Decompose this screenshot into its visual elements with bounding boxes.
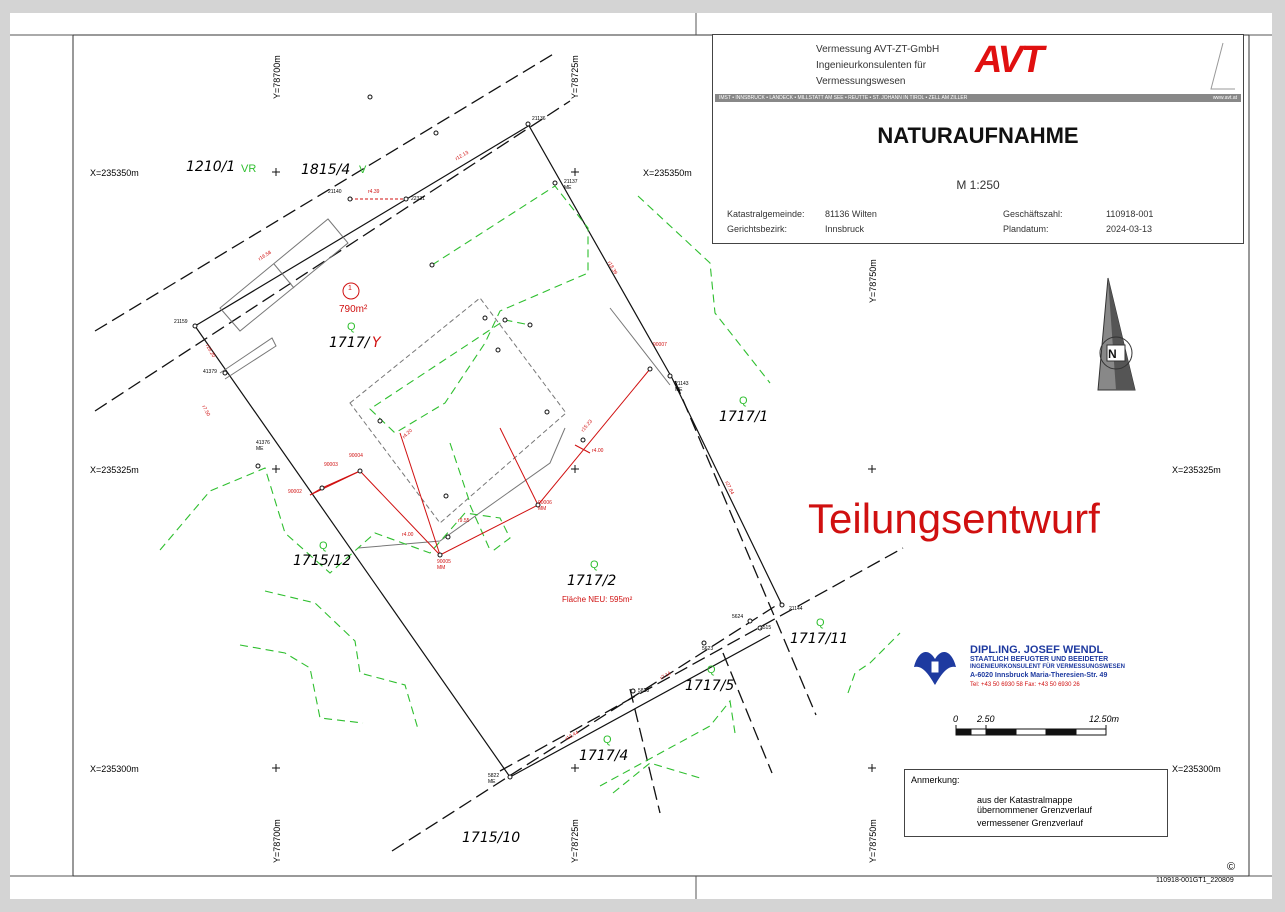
point-label: 21143: [675, 381, 689, 387]
parcel-q-1717-5: Q: [707, 664, 716, 676]
measure-label: r7.14: [659, 670, 673, 682]
point-label: 21136: [532, 116, 546, 122]
pd-value: 2024-03-13: [1106, 224, 1153, 234]
parcel-q-1717-11: Q: [816, 617, 825, 629]
legend-dashed-2: übernommener Grenzverlauf: [977, 805, 1093, 815]
gz-label: Geschäftszahl:: [1003, 209, 1063, 219]
parcel-1210-1: 1210/1: [186, 159, 236, 175]
coord-x-top-left: X=235350m: [90, 168, 139, 178]
point-label: MM: [538, 506, 547, 512]
coord-x-mid-left: X=235325m: [90, 465, 139, 475]
parcel-q-1717-2: Q: [590, 559, 599, 571]
point-label: 90002: [288, 489, 302, 495]
point-label: 41376: [256, 440, 270, 446]
measure-label: r15.23: [580, 418, 594, 434]
coord-y-right-bottom: Y=78750m: [868, 819, 878, 863]
bar-scale-end: 12.50m: [1089, 714, 1120, 724]
triangle-icon: [1209, 41, 1237, 93]
point-label: 90003: [324, 462, 338, 468]
coord-y-mid-top: Y=78725m: [570, 55, 580, 99]
parcel-1717-1: 1717/1: [719, 409, 769, 425]
bar-scale-mid: 2.50: [977, 714, 995, 724]
kg-value: 81136 Wilten: [825, 209, 877, 219]
branch-list: IMST • INNSBRUCK • LANDECK • MILLSTATT AM SEE • REUTTE • ST. JOHANN IN TIROL • ZELL AM ZILLER: [719, 95, 968, 101]
wendl-line-5: Tel: +43 50 6930 58 Fax: +43 50 6930 26: [970, 682, 1080, 688]
legend-title: Anmerkung:: [911, 775, 960, 785]
parcel-1717-4: 1717/4: [579, 748, 629, 764]
point-label: 5822: [488, 773, 500, 779]
legend-dashed-1: aus der Katastralmappe: [977, 795, 1073, 805]
title-block: [712, 34, 1244, 244]
website: www.avt.at: [1212, 95, 1237, 101]
parcel-1715-12: 1715/12: [293, 553, 352, 569]
point-label: 21140: [328, 189, 342, 195]
measure-label: r12.44: [564, 729, 580, 743]
point-label: 5624: [732, 614, 744, 620]
north-label: N: [1108, 347, 1117, 361]
firm-line-1: Vermessung AVT-ZT-GmbH: [816, 44, 940, 55]
measure-label: r16.20: [203, 343, 217, 359]
wendl-name: DIPL.ING. JOSEF WENDL: [970, 644, 1104, 656]
firm-line-2: Ingenieurkonsulenten für: [816, 60, 927, 71]
avt-logo-text: AVT: [975, 39, 1043, 81]
wendl-line-3: INGENIEURKONSULENT FÜR VERMESSUNGSWESEN: [970, 664, 1126, 670]
pd-label: Plandatum:: [1003, 224, 1049, 234]
flaeche-neu: Fläche NEU: 595m²: [562, 595, 633, 604]
point-label: 22331: [411, 196, 425, 202]
point-label: 90005: [437, 559, 451, 565]
point-label: 5623: [702, 646, 714, 652]
area-value: 790m²: [339, 304, 368, 315]
parcel-q-1717-4: Q: [603, 734, 612, 746]
point-label: 21144: [789, 606, 803, 612]
coord-x-bottom-right: X=235300m: [1172, 764, 1221, 774]
bar-scale-zero: 0: [953, 714, 959, 724]
wendl-eagle-icon: [914, 652, 956, 685]
parcel-1815-4: 1815/4: [301, 162, 351, 178]
parcel-1717-11: 1717/11: [790, 631, 849, 647]
measure-label: r4.20: [401, 427, 414, 441]
measure-label: r4.39: [368, 189, 380, 195]
point-label: ME: [564, 185, 572, 191]
parcel-1717-y: 1717/: [329, 335, 370, 351]
coord-y-left-top: Y=78700m: [272, 55, 282, 99]
point-label: 5818: [638, 688, 650, 694]
parcel-1717-5: 1717/5: [685, 678, 735, 694]
measure-label: r16.58: [257, 249, 273, 263]
parcel-1715-10: 1715/10: [462, 830, 521, 846]
coord-x-mid-right: X=235325m: [1172, 465, 1221, 475]
point-label: MM: [437, 565, 446, 571]
gz-value: 110918-001: [1106, 209, 1154, 219]
measure-label: r18.39: [605, 260, 619, 276]
point-label: 90006: [538, 500, 552, 506]
firm-line-3: Vermessungswesen: [816, 76, 906, 87]
point-label: ME: [675, 387, 683, 393]
parcel-1210-1-code: VR: [241, 163, 257, 175]
parcel-1815-4-code: V: [359, 164, 367, 176]
measure-label: r12.13: [454, 149, 470, 163]
legend-box: [904, 769, 1168, 837]
measure-label: r4.00: [592, 448, 604, 454]
point-label: ME: [488, 779, 496, 785]
north-arrow-icon: [1098, 278, 1135, 390]
parcel-q-1715-12: Q: [319, 540, 328, 552]
coord-x-top-right: X=235350m: [643, 168, 692, 178]
parcel-1717-2: 1717/2: [567, 573, 617, 589]
measure-label: r27.84: [723, 480, 735, 496]
kg-label: Katastralgemeinde:: [727, 209, 805, 219]
wendl-line-2: STAATLICH BEFUGTER UND BEEIDETER: [970, 656, 1109, 663]
measure-label: r7.50: [200, 404, 212, 418]
area-id: 1: [348, 285, 352, 292]
wendl-line-4: A-6020 Innsbruck Maria-Theresien-Str. 49: [970, 672, 1108, 679]
point-label: 41379: [203, 369, 217, 375]
point-label: 3515: [760, 625, 772, 631]
document-title: NATURAUFNAHME: [877, 123, 1079, 148]
point-label: ME: [256, 446, 264, 452]
parcel-q-1717y: Q: [347, 321, 356, 333]
point-label: 21137: [564, 179, 578, 185]
coord-y-mid-bottom: Y=78725m: [570, 819, 580, 863]
point-label: 90004: [349, 453, 363, 459]
measure-label: r9.55: [458, 518, 470, 524]
coord-y-right-mid: Y=78750m: [868, 259, 878, 303]
document-id: 110918-001GT1_220809: [1156, 877, 1234, 884]
measure-label: r4.00: [402, 532, 414, 538]
point-label: 21159: [174, 319, 188, 325]
teilungsentwurf-stamp: Teilungsentwurf: [808, 495, 1100, 542]
copyright-symbol: ©: [1227, 861, 1236, 873]
coord-x-bottom-left: X=235300m: [90, 764, 139, 774]
point-label: 90007: [653, 342, 667, 348]
plan-sheet: [10, 13, 1272, 899]
coord-y-left-bottom: Y=78700m: [272, 819, 282, 863]
gb-label: Gerichtsbezirk:: [727, 224, 788, 234]
firm-name: [816, 42, 939, 90]
legend-solid: vermessener Grenzverlauf: [977, 818, 1084, 828]
parcel-q-1717-1: Q: [739, 395, 748, 407]
gb-value: Innsbruck: [825, 224, 865, 234]
document-scale: M 1:250: [956, 178, 1000, 192]
parcel-1717-y-suffix: Y: [372, 335, 381, 351]
branch-strip: [715, 94, 1241, 102]
